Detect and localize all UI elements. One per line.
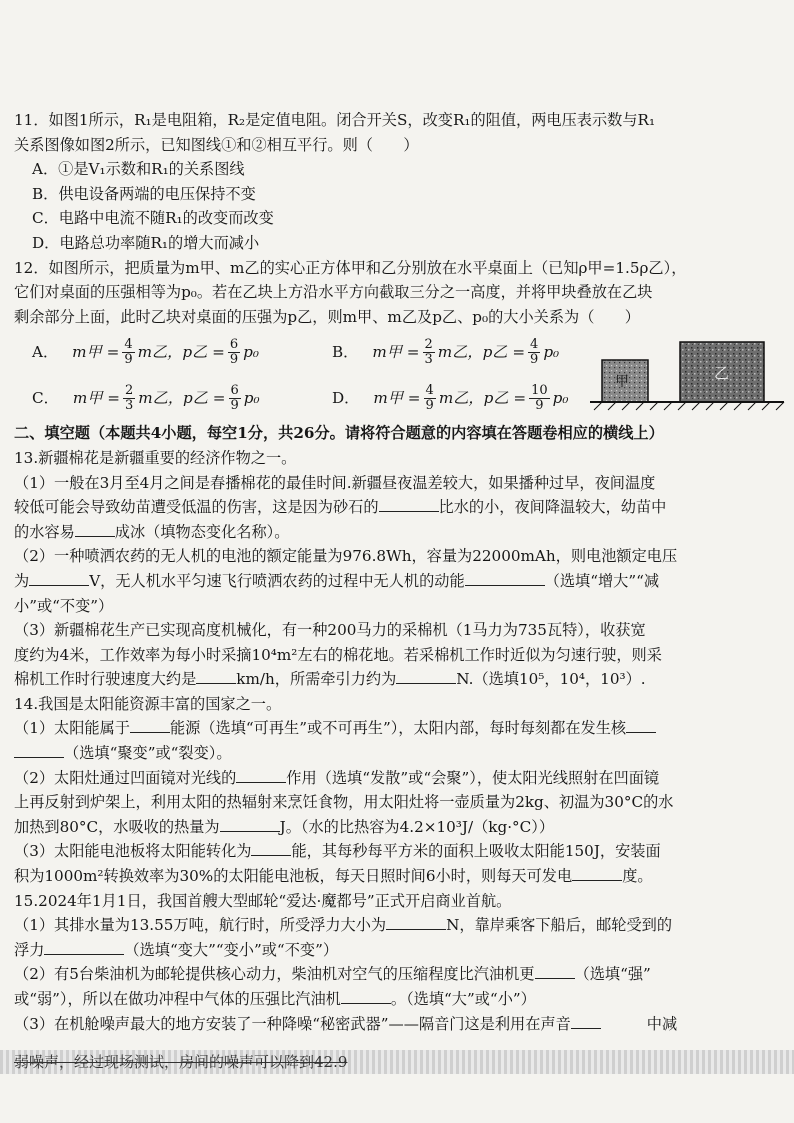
q14-p3-line2: 积为1000m²转换效率为30%的太阳能电池板，每天日照时间6小时，则每天可发电 度。	[14, 864, 782, 889]
answer-blank[interactable]	[236, 766, 286, 783]
q12-stem-line1: 12．如图所示，把质量为m甲、m乙的实心正方体甲和乙分别放在水平桌面上（已知ρ甲=1.5ρ乙），	[14, 258, 687, 277]
fraction: $\frac{6}{9}$	[230, 382, 239, 413]
q13-p1-line2: 较低可能会导致幼苗遭受低温的伤害，这是因为砂石的 比水的小，夜间降温较大，幼苗中	[14, 495, 782, 520]
answer-blank[interactable]	[251, 839, 291, 856]
answer-blank[interactable]	[572, 864, 622, 881]
q11-stem-line2: 关系图像如图2所示，已知图线①和②相互平行。则（ ）	[14, 135, 419, 154]
answer-blank[interactable]	[626, 716, 656, 733]
q13-p2-line1: （2）一种喷洒农药的无人机的电池的额定能量为976.8Wh，容量为22000mAh，则电池额定电压	[14, 547, 678, 566]
tabletop-hatching	[594, 402, 784, 410]
q15-p2-line2: 或“弱”），所以在做功冲程中气体的压强比汽油机 。（选填“大”或“小”）	[14, 987, 782, 1012]
answer-blank[interactable]	[44, 938, 124, 955]
q12-option-a: A． m甲 = $\frac{4}{9}$ m乙， p乙 = $\frac{6}{9}$ p₀	[32, 336, 259, 367]
answer-blank[interactable]	[535, 962, 575, 979]
answer-blank[interactable]	[379, 495, 439, 512]
cube-jia-label: 甲	[615, 374, 629, 390]
q12-stem-line2: 它们对桌面的压强相等为p₀。若在乙块上方沿水平方向截取三分之一高度，并将甲块叠放在乙块	[14, 283, 653, 302]
answer-blank[interactable]	[396, 667, 456, 684]
section-2-heading: 二、填空题（本题共4小题，每空1分，共26分。请将符合题意的内容填在答题卷相应的横线上）	[14, 424, 664, 443]
q13-p2-line3: 小”或“不变”）	[14, 596, 114, 615]
fraction: $\frac{2}{3}$	[424, 336, 433, 367]
q13-p3-line2: 度约为4米，工作效率为每小时采摘10⁴m²左右的棉花地。若采棉机工作时近似为匀速行驶，则采	[14, 645, 662, 664]
q14-p1-line1: （1）太阳能属于 能源（选填“可再生”或不可再生”），太阳内部，每时每刻都在发生核	[14, 716, 782, 741]
q13-p2-line2: 为 V，无人机水平匀速飞行喷洒农药的过程中无人机的动能 （选填“增大”“减	[14, 569, 782, 594]
q13-title: 13.新疆棉花是新疆重要的经济作物之一。	[14, 448, 297, 467]
answer-blank[interactable]	[14, 741, 64, 758]
q11-stem-line1: 11．如图1所示，R₁是电阻箱，R₂是定值电阻。闭合开关S，改变R₁的阻值，两电压表示数与R₁	[14, 111, 656, 129]
answer-blank[interactable]	[465, 569, 545, 586]
q14-p1-line2: （选填“聚变”或“裂变）。	[14, 741, 782, 766]
answer-blank[interactable]	[386, 913, 446, 930]
q15-p1-line2: 浮力 （选填“变大”“变小”或“不变”）	[14, 938, 782, 963]
q11-option-c: C．电路中电流不随R₁的改变而改变	[32, 209, 274, 228]
q15-p3-line2: 弱噪声，经过现场测试，房间的噪声可以降到42.9	[14, 1053, 348, 1071]
q11-option-b: B．供电设备两端的电压保持不变	[32, 184, 256, 203]
q15-p1-line1: （1）其排水量为13.55万吨，航行时，所受浮力大小为 N，靠岸乘客下船后，邮轮受到的	[14, 913, 782, 938]
fraction: $\frac{4}{9}$	[425, 382, 434, 413]
q14-title: 14.我国是太阳能资源丰富的国家之一。	[14, 694, 282, 713]
answer-blank[interactable]	[341, 987, 391, 1004]
q14-p3-line1: （3）太阳能电池板将太阳能转化为 能，其每秒每平方米的面积上吸收太阳能150J，安装面	[14, 839, 782, 864]
q13-p3-line1: （3）新疆棉花生产已实现高度机械化，有一种200马力的采棉机（1马力为735瓦特），收获宽	[14, 621, 646, 640]
q15-title: 15.2024年1月1日，我国首艘大型邮轮“爱达·魔都号”正式开启商业首航。	[14, 891, 512, 910]
exam-content	[14, 108, 782, 1036]
q14-p2-line3: 加热到80°C，水吸收的热量为 J。（水的比热容为4.2×10³J/（kg·°C））	[14, 815, 782, 840]
answer-blank[interactable]	[75, 520, 115, 537]
q11-option-d: D．电路总功率随R₁的增大而减小	[32, 233, 260, 252]
q12-option-d: D． m甲 = $\frac{4}{9}$ m乙， p乙 = $\frac{10}{9}$ p₀	[332, 382, 569, 413]
q15-p2-line1: （2）有5台柴油机为邮轮提供核心动力，柴油机对空气的压缩程度比汽油机更 （选填“强”	[14, 962, 782, 987]
fraction: $\frac{10}{9}$	[531, 382, 548, 413]
fraction: $\frac{6}{9}$	[229, 336, 239, 367]
q15-p3-line1: （3）在机舱噪声最大的地方安装了一种降噪“秘密武器”——隔音门这是利用在声音 中减	[14, 1012, 782, 1037]
q14-p2-line2: 上再反射到炉架上，利用太阳的热辐射来烹饪食物，用太阳灶将一壶质量为2kg、初温为30°C的水	[14, 793, 674, 812]
fraction: $\frac{4}{9}$	[530, 336, 539, 367]
q13-p3-line3: 棉机工作时行驶速度大约是 km/h，所需牵引力约为 N.（选填10⁵，10⁴，10³）.	[14, 667, 782, 692]
answer-blank[interactable]	[220, 815, 280, 832]
answer-blank[interactable]	[196, 667, 236, 684]
q14-p2-line1: （2）太阳灶通过凹面镜对光线的 作用（选填“发散”或“会聚”），使太阳光线照射在凹面镜	[14, 766, 782, 791]
fraction: $\frac{2}{3}$	[124, 382, 134, 413]
q13-p1-line3: 的水容易 成冰（填物态变化名称）。	[14, 520, 782, 545]
q12-option-c: C． m甲 = $\frac{2}{3}$ m乙， p乙 = $\frac{6}{9}$ p₀	[32, 382, 260, 413]
cube-yi-label: 乙	[714, 364, 730, 382]
fraction: $\frac{4}{9}$	[124, 336, 133, 367]
q11-option-a: A．①是V₁示数和R₁的关系图线	[32, 160, 245, 179]
answer-blank[interactable]	[29, 569, 89, 586]
q13-p1-line1: （1）一般在3月至4月之间是春播棉花的最佳时间.新疆昼夜温差较大，如果播种过早，夜间温度	[14, 473, 656, 492]
answer-blank[interactable]	[571, 1012, 601, 1029]
answer-blank[interactable]	[130, 716, 170, 733]
cubes-figure	[588, 340, 788, 420]
q12-stem-line3: 剩余部分上面，此时乙块对桌面的压强为p乙，则m甲、m乙及p乙、p₀的大小关系为（ ）	[14, 307, 640, 326]
q12-option-b: B． m甲 = $\frac{2}{3}$ m乙， p乙 = $\frac{4}{9}$ p₀	[332, 336, 560, 367]
